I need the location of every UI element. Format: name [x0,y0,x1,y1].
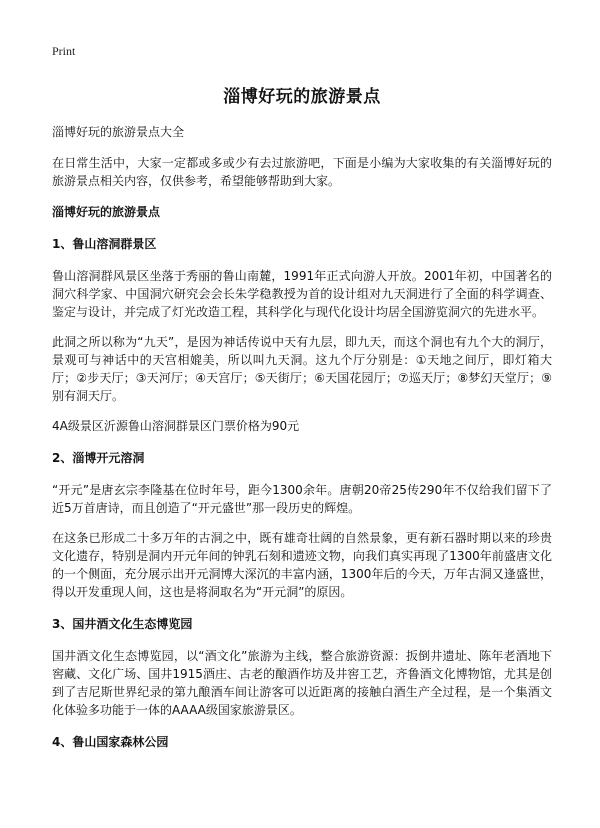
attraction-heading-4: 4、鲁山国家森林公园 [52,735,169,749]
attraction-2-paragraph-1: “开元”是唐玄宗李隆基在位时年号，距今1300余年。唐朝20帝25传290年不仅给我们留下了近5万首唐诗，而且创造了“开元盛世”那一段历史的辉煌。 [52,483,552,515]
print-link[interactable]: Print [52,44,76,58]
attraction-1-paragraph-3: 4A级景区沂源鲁山溶洞群景区门票价格为90元 [52,419,300,433]
page-title: 淄博好玩的旅游景点 [223,87,381,107]
attraction-1-paragraph-2: 此洞之所以称为“九天”，是因为神话传说中天有九层，即九天，而这个洞也有九个大的洞厅，景观可与神话中的天宫相媲美，所以叫九天洞。这九个厅分别是：①天地之间厅，即灯箱大厅；②步天厅；③天河厅；④天宫厅；⑤天街厅；⑥天国花园厅；⑦巡天厅；⑧梦幻天堂厅；⑨别有洞天厅。 [52,335,552,403]
document-subtitle: 淄博好玩的旅游景点大全 [52,125,185,139]
attraction-heading-3: 3、国井酒文化生态博览园 [52,617,193,631]
attraction-3-paragraph-1: 国井酒文化生态博览园，以“酒文化”旅游为主线，整合旅游资源：扳倒井遗址、陈年老酒地下窖藏、文化广场、国井1915酒庄、古老的酿酒作坊及井窖工艺，齐鲁酒文化博物馆，尤其是创到了吉尼斯世界纪录的第九酿酒车间让游客可以近距离的接触白酒生产全过程，是一个集酒文化体验多功能于一体的AAAA级国家旅游景区。 [52,649,552,717]
attraction-2-paragraph-2: 在这条已形成二十多万年的古洞之中，既有雄奇壮阔的自然景象，更有新石器时期以来的珍贵文化遗存，特别是洞内开元年间的钟乳石刻和遗迹文物，向我们真实再现了1300年前盛唐文化的一个侧面，充分展示出开元洞博大深沉的丰富内涵，1300年后的今天，万年古洞又逢盛世，得以开发重现人间，这也是将洞取名为“开元洞”的原因。 [52,531,552,599]
section-heading: 淄博好玩的旅游景点 [52,205,161,219]
attraction-1-paragraph-1: 鲁山溶洞群风景区坐落于秀丽的鲁山南麓，1991年正式向游人开放。2001年初，中国著名的洞穴科学家、中国洞穴研究会会长朱学稳教授为首的设计组对九天洞进行了全面的科学调查、鉴定与设计，并完成了灯光改造工程，其科学化与现代化设计均居全国游览洞穴的先进水平。 [52,269,552,319]
intro-paragraph: 在日常生活中，大家一定都或多或少有去过旅游吧，下面是小编为大家收集的有关淄博好玩的旅游景点相关内容，仅供参考，希望能够帮助到大家。 [52,156,552,188]
attraction-heading-2: 2、淄博开元溶洞 [52,451,145,465]
attraction-heading-1: 1、鲁山溶洞群景区 [52,237,157,251]
